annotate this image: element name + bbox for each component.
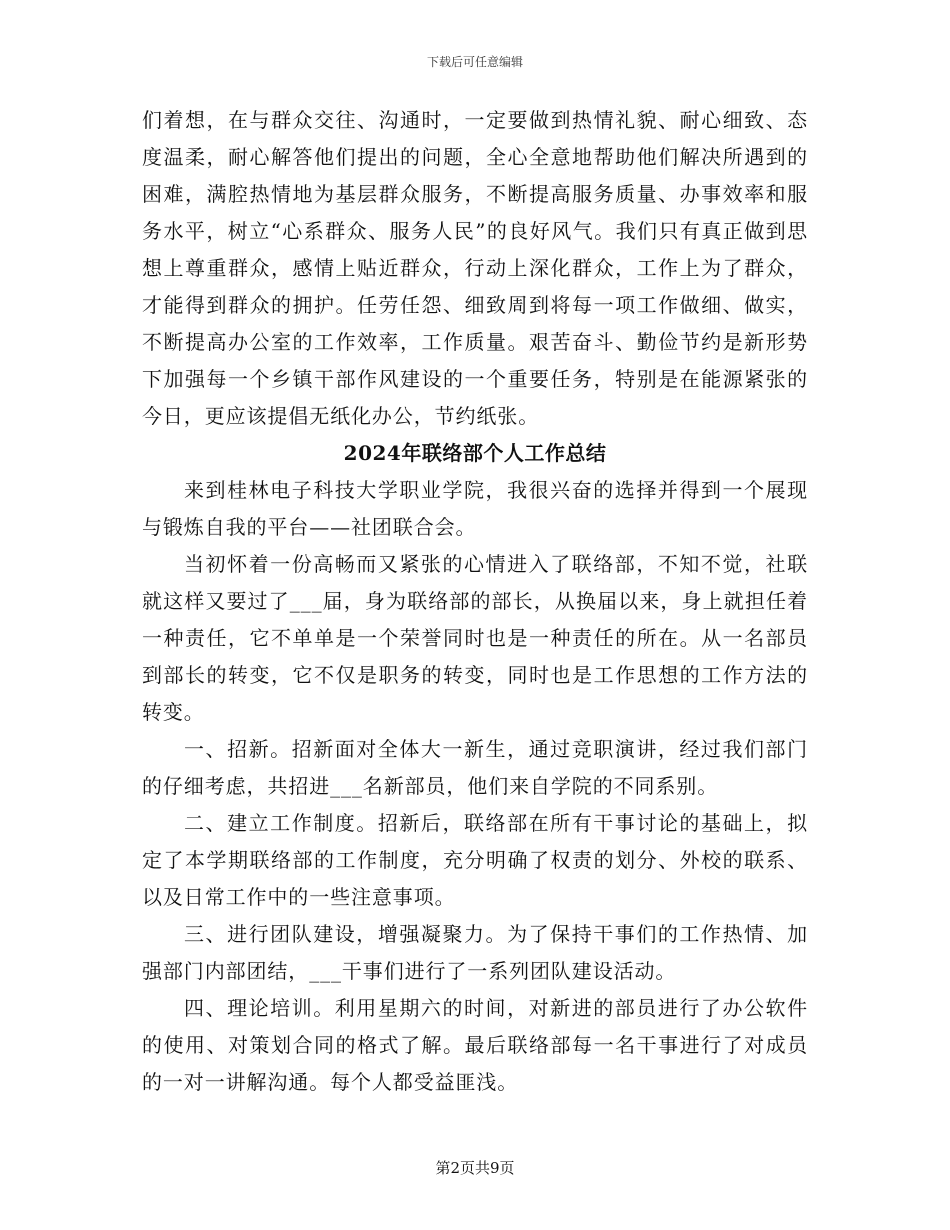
paragraph-training: 四、理论培训。利用星期六的时间，对新进的部员进行了办公软件的使用、对策划合同的格式了解。最后联络部每一名干事进行了对成员的一对一讲解沟通。每个人都受益匪浅。	[142, 996, 808, 1094]
section-title: 2024年联络部个人工作总结	[343, 441, 607, 465]
header-note: 下载后可任意编辑	[426, 55, 523, 69]
paragraph-joining: 当初怀着一份高畅而又紧张的心情进入了联络部，不知不觉，社联就这样又要过了___届，身为联络部的部长，从换届以来，身上就担任着一种责任，它不单单是一个荣誉同时也是一种责任的所在。从一名部员到部长的转变，它不仅是职务的转变，同时也是工作思想的工作方法的转变。	[142, 552, 808, 724]
paragraph-team-building: 三、进行团队建设，增强凝聚力。为了保持干事们的工作热情、加强部门内部团结，___干事们进行了一系列团队建设活动。	[142, 922, 808, 983]
document-body	[142, 102, 808, 1101]
paragraph-intro: 来到桂林电子科技大学职业学院，我很兴奋的选择并得到一个展现与锻炼自我的平台——社团联合会。	[142, 478, 808, 539]
paragraph-work-system: 二、建立工作制度。招新后，联络部在所有干事讨论的基础上，拟定了本学期联络部的工作制度，充分明确了权责的划分、外校的联系、以及日常工作中的一些注意事项。	[142, 811, 808, 909]
paragraph-recruitment: 一、招新。招新面对全体大一新生，通过竞职演讲，经过我们部门的仔细考虑，共招进___名新部员，他们来自学院的不同系别。	[142, 737, 808, 798]
continued-paragraph: 们着想，在与群众交往、沟通时，一定要做到热情礼貌、耐心细致、态度温柔，耐心解答他们提出的问题，全心全意地帮助他们解决所遇到的困难，满腔热情地为基层群众服务，不断提高服务质量、办事效率和服务水平，树立“心系群众、服务人民”的良好风气。我们只有真正做到思想上尊重群众，感情上贴近群众，行动上深化群众，工作上为了群众，才能得到群众的拥护。任劳任怨、细致周到将每一项工作做细、做实，不断提高办公室的工作效率，工作质量。艰苦奋斗、勤俭节约是新形势下加强每一个乡镇干部作风建设的一个重要任务，特别是在能源紧张的今日，更应该提倡无纸化办公，节约纸张。	[142, 108, 808, 428]
page-number: 第2页共9页	[435, 1159, 515, 1177]
